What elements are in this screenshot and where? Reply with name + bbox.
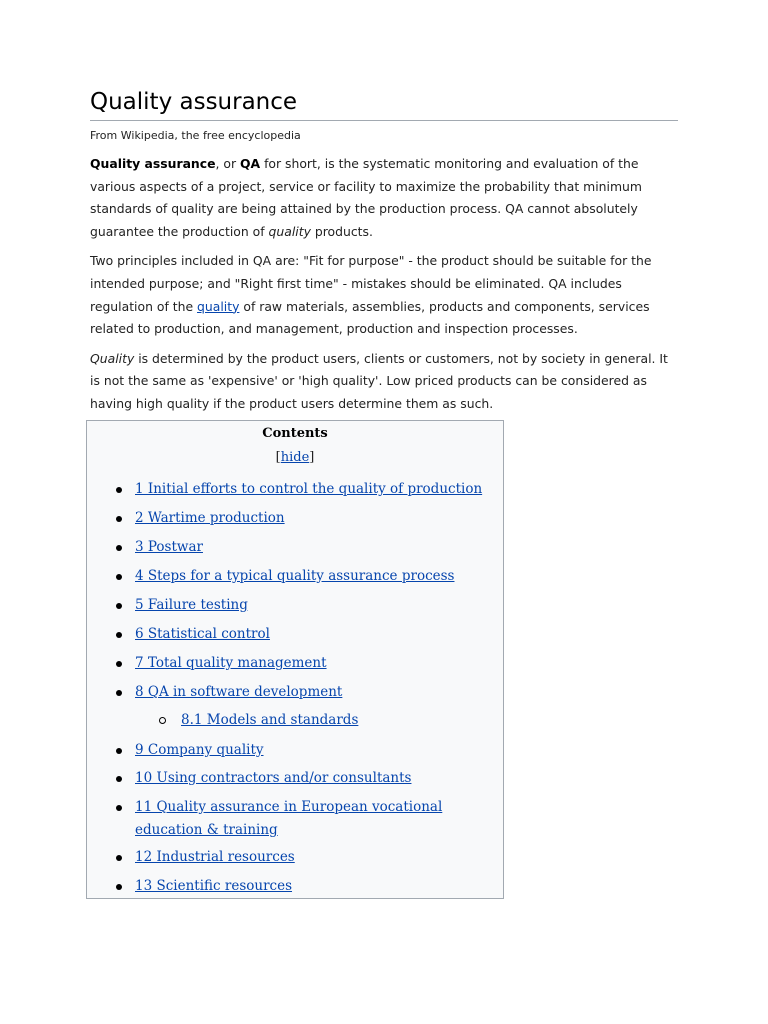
toc-item-3 [87, 536, 503, 559]
toc-item-13 [87, 875, 503, 898]
bullet-icon [116, 574, 122, 580]
bullet-icon [116, 661, 122, 667]
toc-hide-toggle [87, 450, 503, 466]
toc-link[interactable]: 10 Using contractors and/or consultants [135, 770, 412, 786]
quality-link[interactable]: quality [197, 298, 240, 314]
intro-paragraph-3 [90, 348, 678, 416]
text: for short, is the systematic monitoring and evaluation of the various aspects of a project, service or facility to maximize the probability that minimum standards of quality are being attained by the production process. QA cannot absolutely guarantee the production of [90, 156, 642, 239]
bullet-icon [116, 487, 122, 493]
toc-title: Contents [262, 426, 328, 441]
bold-term-qa: QA [240, 156, 261, 171]
toc-link[interactable]: 13 Scientific resources [135, 878, 293, 894]
text: of raw materials, assemblies, products and components, services related to production, and management, production and inspection processes. [90, 298, 650, 337]
table-of-contents [86, 420, 504, 899]
toc-subitem-8-1 [87, 709, 503, 732]
toc-item-9 [87, 739, 503, 762]
bullet-icon [116, 855, 122, 861]
toc-item-1 [87, 478, 503, 501]
tagline: From Wikipedia, the free encyclopedia [90, 129, 301, 142]
toc-item-7 [87, 652, 503, 675]
article [90, 88, 678, 423]
toc-link[interactable]: 4 Steps for a typical quality assurance process [135, 568, 455, 584]
bullet-icon [116, 516, 122, 522]
toc-item-2 [87, 507, 503, 530]
toc-item-12 [87, 846, 503, 869]
text: is determined by the product users, clients or customers, not by society in general. It is not the same as 'expensive' or 'high quality'. Low priced products can be considered as having high quality if the product users determine them as such. [90, 350, 668, 411]
toc-link[interactable]: 3 Postwar [135, 539, 203, 555]
intro-paragraph-2 [90, 250, 678, 340]
toc-item-4 [87, 565, 503, 588]
toc-link[interactable]: 2 Wartime production [135, 510, 285, 526]
toc-link[interactable]: 5 Failure testing [135, 597, 248, 613]
circle-bullet-icon [159, 717, 166, 724]
bullet-icon [116, 776, 122, 782]
toc-link[interactable]: 1 Initial efforts to control the quality of production [135, 481, 483, 497]
toc-item-10 [87, 767, 503, 790]
toc-item-8 [87, 681, 503, 704]
bullet-icon [116, 884, 122, 890]
bullet-icon [116, 748, 122, 754]
text: , or [215, 156, 240, 171]
italic-term-quality: Quality [90, 350, 135, 366]
toc-link[interactable]: 8.1 Models and standards [181, 712, 359, 728]
toc-item-5 [87, 594, 503, 617]
bracket: ] [309, 450, 315, 465]
bullet-icon [116, 603, 122, 609]
toc-item-11 [87, 796, 503, 842]
toc-link[interactable]: 11 Quality assurance in European vocational education & training [135, 799, 443, 838]
bullet-icon [116, 805, 122, 811]
page-title: Quality assurance [90, 88, 678, 121]
bullet-icon [116, 690, 122, 696]
text: Two principles included in QA are: "Fit for purpose" - the product should be suitable for the intended purpose; and "Right first time" - mistakes should be eliminated. QA includes regulation of the [90, 253, 652, 314]
bullet-icon [116, 632, 122, 638]
bold-term-quality-assurance: Quality assurance [90, 156, 216, 171]
toc-list [87, 478, 503, 898]
toc-link[interactable]: 9 Company quality [135, 742, 264, 758]
toc-hide-link[interactable]: hide [280, 450, 310, 465]
bracket: [ [275, 450, 281, 465]
toc-link[interactable]: 8 QA in software development [135, 684, 343, 700]
italic-term-quality: quality [268, 223, 311, 239]
toc-link[interactable]: 12 Industrial resources [135, 849, 295, 865]
toc-link[interactable]: 6 Statistical control [135, 626, 270, 642]
text: products. [310, 223, 373, 239]
toc-link[interactable]: 7 Total quality management [135, 655, 327, 671]
intro-paragraph-1 [90, 153, 678, 243]
bullet-icon [116, 545, 122, 551]
toc-item-6 [87, 623, 503, 646]
